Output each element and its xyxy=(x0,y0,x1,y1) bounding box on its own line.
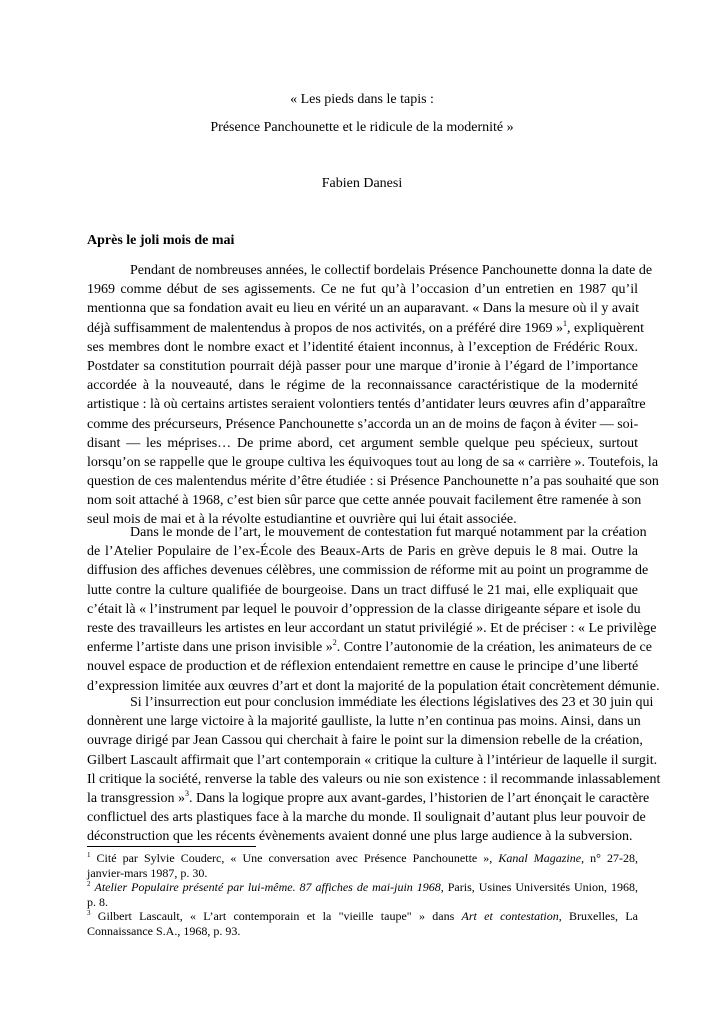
text-run: enferme l’artiste dans une prison invisible » xyxy=(87,640,333,656)
text-run: de l’Atelier Populaire de l’ex-École des Beaux-Arts de Paris en grève depuis le 8 mai. Outre la xyxy=(87,544,638,560)
text-run: , Bruxelles, La xyxy=(558,909,638,923)
footnote-line xyxy=(87,866,638,881)
text-run: , Paris, Usines Universités Union, 1968, xyxy=(440,880,638,894)
footnote-ref: 2 xyxy=(332,638,337,648)
text-run: mentionna que sa fondation avait eu lieu en vérité un an auparavant. « Dans la mesure où il y avait xyxy=(87,301,640,317)
text-run: p. 8. xyxy=(87,894,108,909)
footnote-ref: 3 xyxy=(87,909,91,917)
text-run: . Contre l’autonomie de la création, les animateurs de ce xyxy=(336,640,652,656)
text-run: artistique : là où certains artistes seraient volontiers tentés d’antidater leurs œuvres afin d’apparaître xyxy=(87,397,646,413)
footnotes xyxy=(87,851,638,938)
paragraph-line xyxy=(87,731,643,750)
text-run: Il critique la société, renverse la table des valeurs ou nie son existence : il recommande inlassablement xyxy=(87,771,661,787)
paragraph-line xyxy=(87,261,653,280)
paragraph-line xyxy=(87,638,652,657)
text-run: Cité par Sylvie Couderc, « Une conversation avec Présence Panchounette », xyxy=(90,851,499,865)
text-run: reste des travailleurs les artistes en leur accordant un statut privilégié ». Et de préciser : « Le privilège xyxy=(87,620,657,636)
text-run: Pendant de nombreuses années, le collectif bordelais Présence Panchounette donna la date de xyxy=(130,263,653,278)
text-run: janvier-mars 1987, p. 30. xyxy=(87,865,208,880)
italic-title: Kanal Magazine xyxy=(498,851,582,865)
title-line-1: « Les pieds dans le tapis : xyxy=(290,92,434,107)
paragraph-line xyxy=(87,808,646,827)
text-run: disant — les méprises… De prime abord, cet argument semble quelque peu spécieux, surtout xyxy=(87,435,638,451)
text-run: Si l’insurrection eut pour conclusion immédiate les élections législatives des 23 et 30 juin qui xyxy=(130,695,654,710)
paragraph-line xyxy=(87,827,638,846)
text-run: déjà suffisamment de malentendus à propos de nos activités, on a préféré dire 1969 » xyxy=(87,320,563,336)
footnote-divider xyxy=(87,846,256,847)
footnote-line xyxy=(87,924,638,939)
footnote-1 xyxy=(87,851,638,880)
paragraph-line xyxy=(87,619,657,638)
paragraph-line xyxy=(87,376,638,395)
footnote-line xyxy=(87,909,638,924)
paragraph-line xyxy=(87,434,638,453)
text-run: 1969 comme début de ses agissements. Ce ne fut qu’à l’occasion d’un entretien en 1987 qu’il xyxy=(87,282,638,298)
paragraph-line xyxy=(87,561,649,580)
paragraph-line xyxy=(87,770,661,789)
italic-title: Atelier Populaire présenté par lui-même. 87 affiches de mai-juin 1968 xyxy=(94,880,441,894)
paragraph-line xyxy=(87,523,647,542)
text-run: déconstruction que les récents évènements avaient donné une plus large audience à la subversion. xyxy=(87,829,633,845)
text-run: c’était là « l’instrument par lequel le pouvoir d’oppression de la classe dirigeante sépare et isole du xyxy=(87,601,641,617)
paragraph-line xyxy=(87,299,638,318)
text-run: ouvrage dirigé par Jean Cassou qui cherchait à faire le point sur la dimension rebelle de la création, xyxy=(87,733,643,749)
italic-title: Art et contestation xyxy=(461,909,559,923)
paragraph-line xyxy=(87,318,644,338)
paragraph-line xyxy=(87,600,641,619)
paragraph-line xyxy=(87,453,659,472)
footnote-ref: 1 xyxy=(563,318,567,328)
paragraph-line xyxy=(87,751,658,770)
footnote-ref: 1 xyxy=(87,851,91,859)
text-run: Gilbert Lascault affirmait que l’art contemporain « critique la culture à l’intérieur de laquelle il surgit. xyxy=(87,752,658,768)
text-run: question de ces malentendus mérite d’être étudiée : si Présence Panchounette n’a pas souhaité que son xyxy=(87,474,659,490)
text-run: donnèrent une large victoire à la majorité gaulliste, la lutte n’en continua pas moins. Ainsi, dans un xyxy=(87,714,641,730)
paragraph-3 xyxy=(87,693,661,847)
paragraph-line xyxy=(87,395,646,414)
text-run: , expliquèrent xyxy=(567,320,644,336)
footnote-line xyxy=(87,880,638,895)
text-run: d’expression limitée aux œuvres d’art et dont la majorité de la population était concrètement démunie. xyxy=(87,678,660,694)
footnote-3 xyxy=(87,909,638,938)
text-run: Dans le monde de l’art, le mouvement de contestation fut marqué notamment par la création xyxy=(130,525,647,540)
paragraph-line xyxy=(87,542,638,561)
text-run: la transgression » xyxy=(87,790,185,806)
text-run: accordée à la nouveauté, dans le régime de la reconnaissance caractéristique de la modernité xyxy=(87,378,638,394)
text-run: Connaissance S.A., 1968, p. 93. xyxy=(87,923,241,938)
paragraph-line xyxy=(87,693,654,712)
paragraph-line xyxy=(87,788,650,808)
text-run: lutte contre la culture qualifiée de bourgeoise. Dans un tract diffusé le 21 mai, elle expliquait que xyxy=(87,582,638,598)
text-run: nouvel espace de production et de réflexion entendaient remettre en cause le principe d’une liberté xyxy=(87,659,639,675)
footnote-line xyxy=(87,895,638,910)
footnote-line xyxy=(87,851,638,866)
paragraph-line xyxy=(87,712,641,731)
text-run: nom soit attaché à 1968, c’est bien sûr parce que cette année pouvait facilement être ramenée à son xyxy=(87,493,642,509)
paragraph-2 xyxy=(87,523,660,696)
paragraph-line xyxy=(87,581,638,600)
footnote-ref: 3 xyxy=(184,788,189,798)
text-run: ses membres dont le nombre exact et l’identité étaient inconnus, à l’exception de Frédéric Roux. xyxy=(87,339,638,355)
text-run: seul mois de mai et à la révolte estudiantine et ouvrière qui lui était associée. xyxy=(87,512,517,528)
paragraph-1 xyxy=(87,261,659,530)
author-name: Fabien Danesi xyxy=(321,176,403,191)
text-run: Postdater sa constitution pourrait déjà passer pour une marque d’ironie à l’égard de l’importance xyxy=(87,358,638,374)
text-run: diffusion des affiches devenues célèbres, une commission de réforme mit au point un programme de xyxy=(87,563,649,579)
text-run: . Dans la logique propre aux avant-gardes, l’historien de l’art énonçait le caractère xyxy=(188,790,650,806)
paragraph-line xyxy=(87,415,638,434)
title-line-2: Présence Panchounette et le ridicule de la modernité » xyxy=(210,120,514,135)
text-run: Gilbert Lascault, « L’art contemporain et la "vieille taupe" » dans xyxy=(90,909,462,923)
text-run: lorsqu’on se rappelle que le groupe cultiva les équivoques tout au long de sa « carrière ». Toutefois, la xyxy=(87,454,659,470)
paragraph-line xyxy=(87,472,659,491)
footnote-2 xyxy=(87,880,638,909)
section-heading: Après le joli mois de mai xyxy=(87,233,235,248)
paragraph-line xyxy=(87,280,638,299)
text-run: conflictuel des arts plastiques face à la marche du monde. Il soulignait d’autant plus leur pouvoir de xyxy=(87,810,646,826)
paragraph-line xyxy=(87,491,642,510)
text-run: comme des précurseurs, Présence Panchounette s’accorda un an de moins de façon à éviter — soi- xyxy=(87,416,639,432)
footnote-ref: 2 xyxy=(87,880,91,888)
text-run: , n° 27-28, xyxy=(581,851,638,865)
paragraph-line xyxy=(87,657,638,676)
paragraph-line xyxy=(87,357,638,376)
paragraph-line xyxy=(87,338,638,357)
